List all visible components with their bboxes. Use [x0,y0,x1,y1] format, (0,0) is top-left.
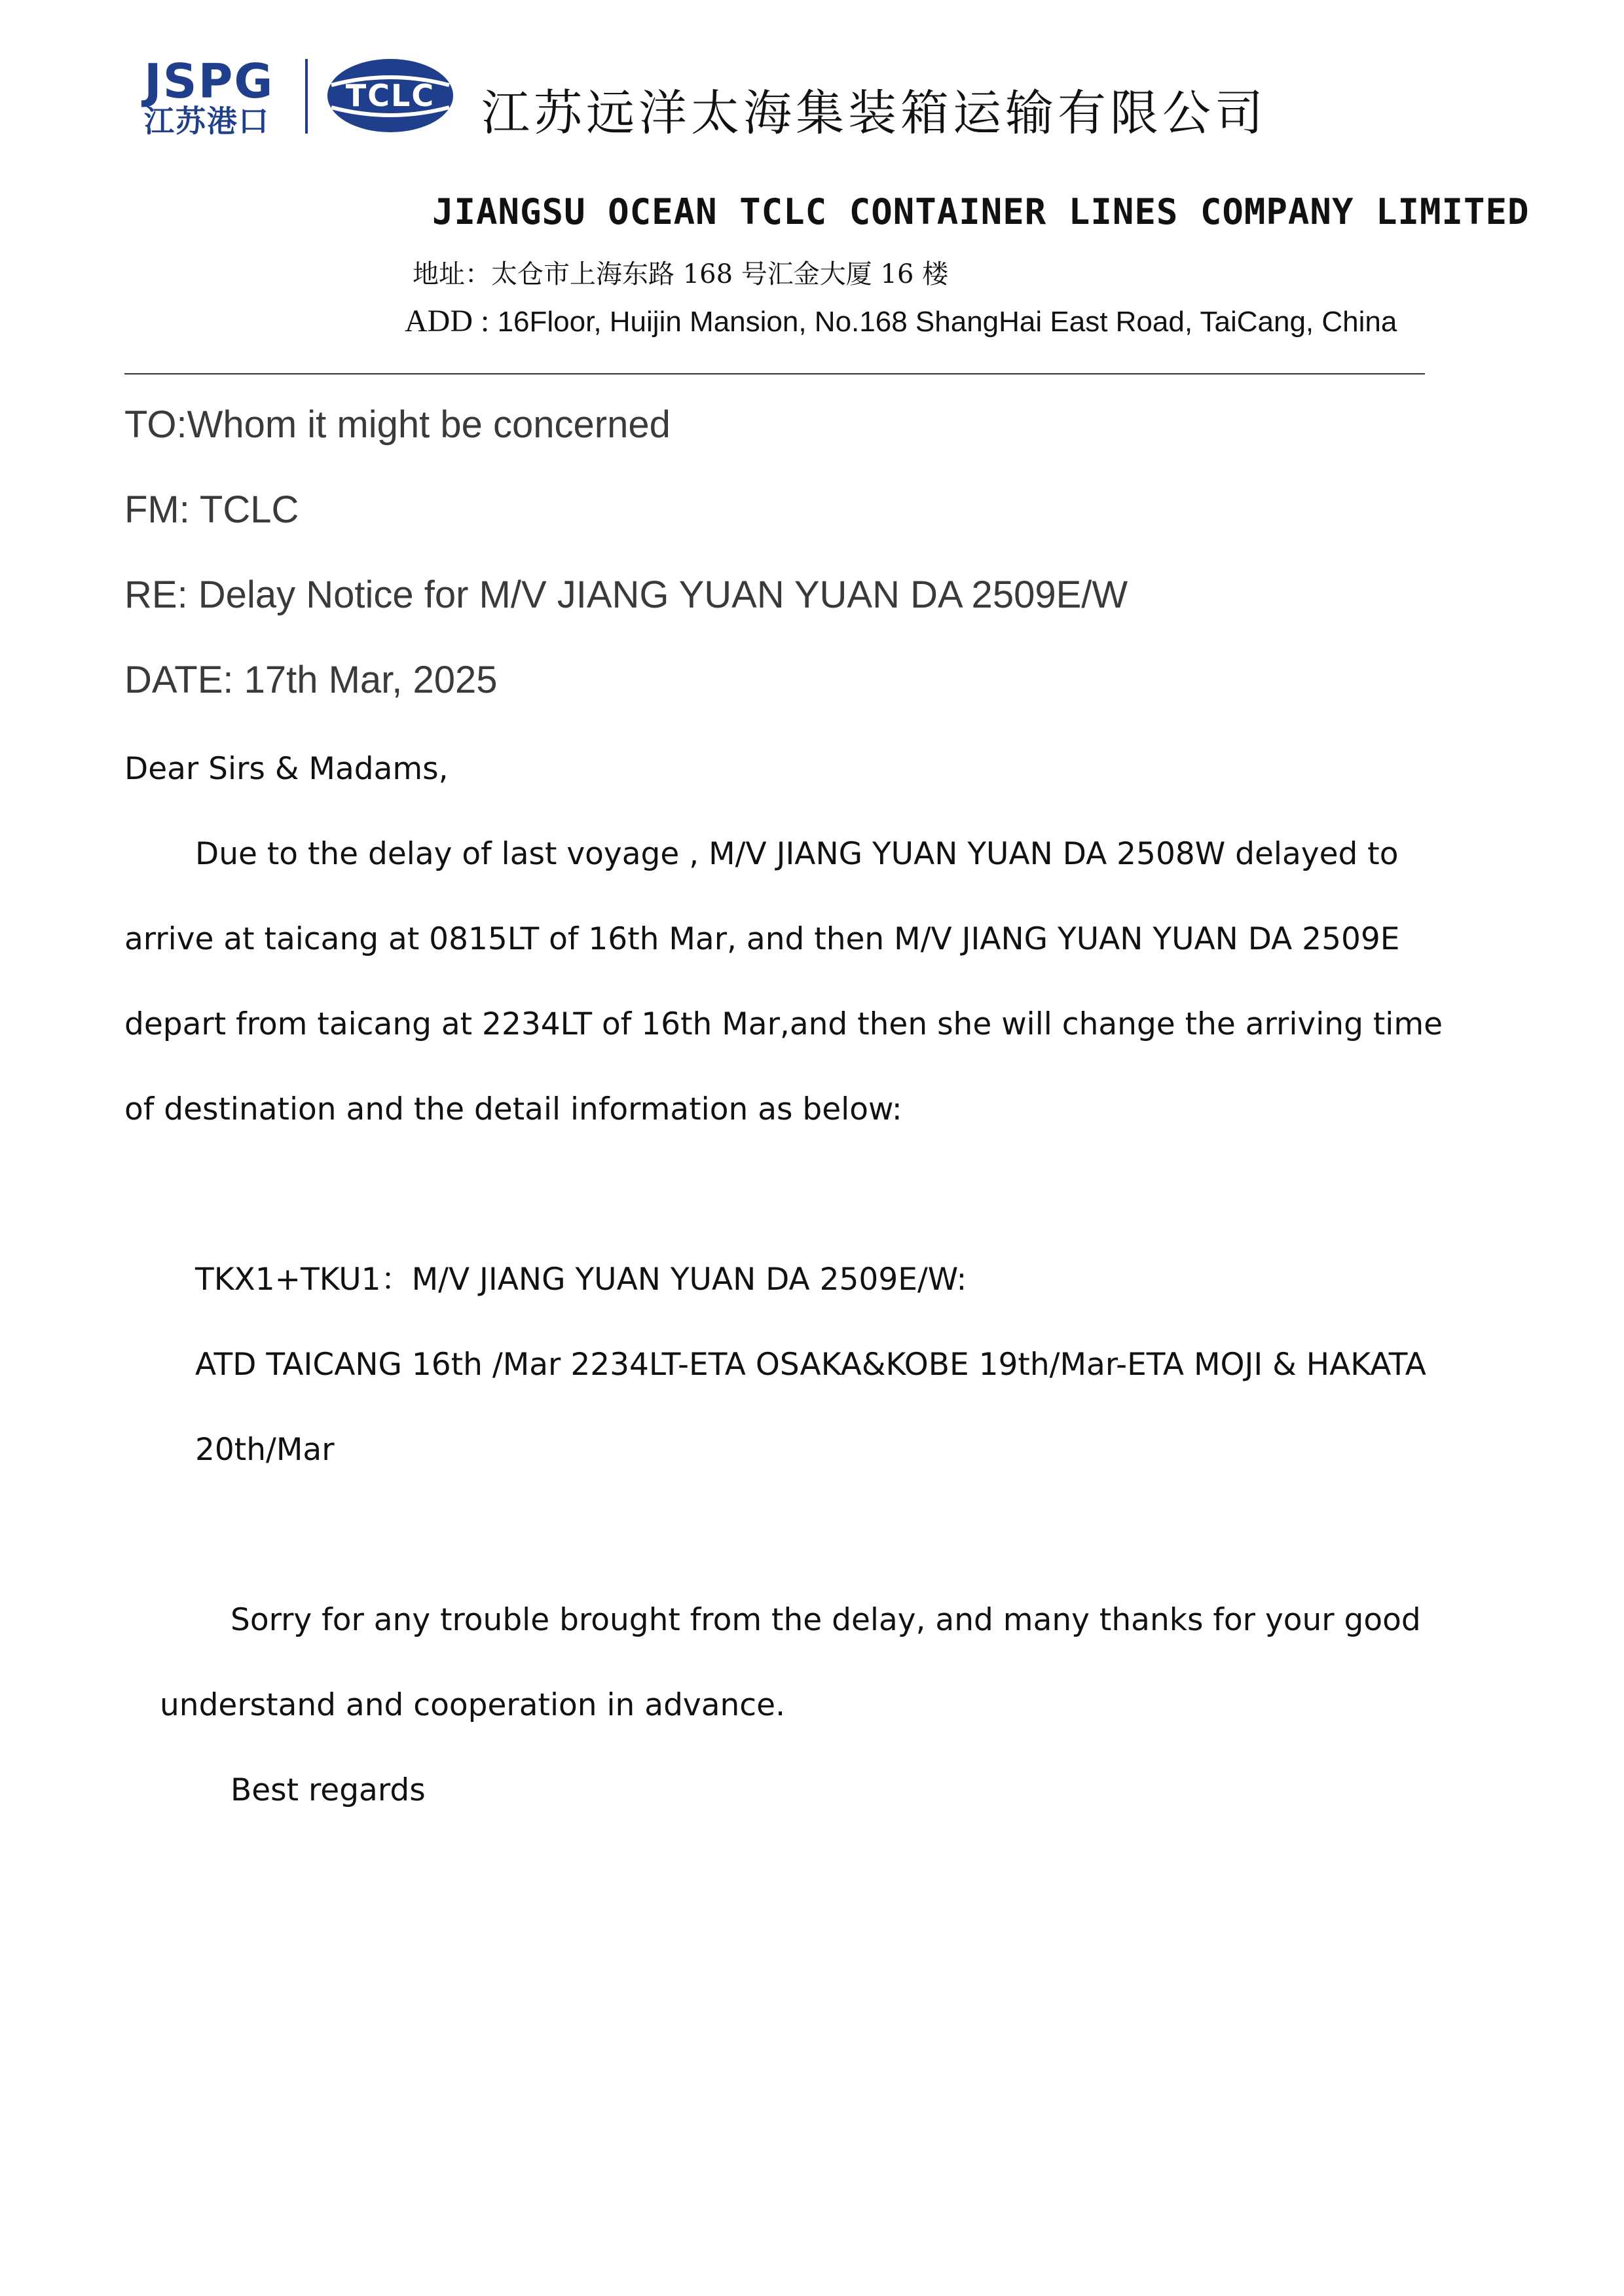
schedule-line: ATD TAICANG 16th /Mar 2234LT-ETA OSAKA&KOBE 19th/Mar-ETA MOJI & HAKATA [195,1347,1426,1383]
memo-date: DATE: 17th Mar, 2025 [124,659,498,701]
memo-to: TO:Whom it might be concerned [124,403,671,446]
schedule-title: TKX1+TKU1：M/V JIANG YUAN YUAN DA 2509E/W: [195,1262,967,1298]
company-name-english: JIANGSU OCEAN TCLC CONTAINER LINES COMPANY LIMITED [432,191,1530,232]
address-english [405,300,1397,344]
header-divider [124,373,1425,374]
jspg-logo [144,54,301,139]
address-chinese: 地址：太仓市上海东路 168 号汇金大厦 16 楼 [413,259,949,289]
schedule-line: 20th/Mar [195,1432,335,1468]
tclc-logo [325,56,456,135]
paragraph-line: of destination and the detail information as below: [124,1091,902,1127]
paragraph-line: depart from taicang at 2234LT of 16th Mar,and then she will change the arriving time [124,1006,1443,1042]
paragraph-line: Due to the delay of last voyage , M/V JIANG YUAN YUAN DA 2508W delayed to [195,836,1399,872]
paragraph-line: arrive at taicang at 0815LT of 16th Mar, and then M/V JIANG YUAN YUAN DA 2509E [124,921,1400,957]
address-text: 16Floor, Huijin Mansion, No.168 ShangHai East Road, TaiCang, China [497,306,1397,338]
memo-from: FM: TCLC [124,488,299,531]
salutation: Dear Sirs & Madams, [124,751,449,787]
closing-line: understand and cooperation in advance. [160,1687,786,1723]
closing-line: Sorry for any trouble brought from the delay, and many thanks for your good [231,1602,1421,1638]
address-prefix: ADD : [405,304,490,338]
sign-off: Best regards [231,1772,426,1808]
tclc-logo-text: TCLC [345,78,435,113]
jspg-logo-text: JSPG [144,54,274,109]
company-name-chinese: 江苏远洋太海集装箱运输有限公司 [481,85,1267,141]
jspg-logo-chinese: 江苏港口 [144,103,270,139]
memo-subject: RE: Delay Notice for M/V JIANG YUAN YUAN DA 2509E/W [124,574,1128,616]
logo-divider [305,59,308,134]
